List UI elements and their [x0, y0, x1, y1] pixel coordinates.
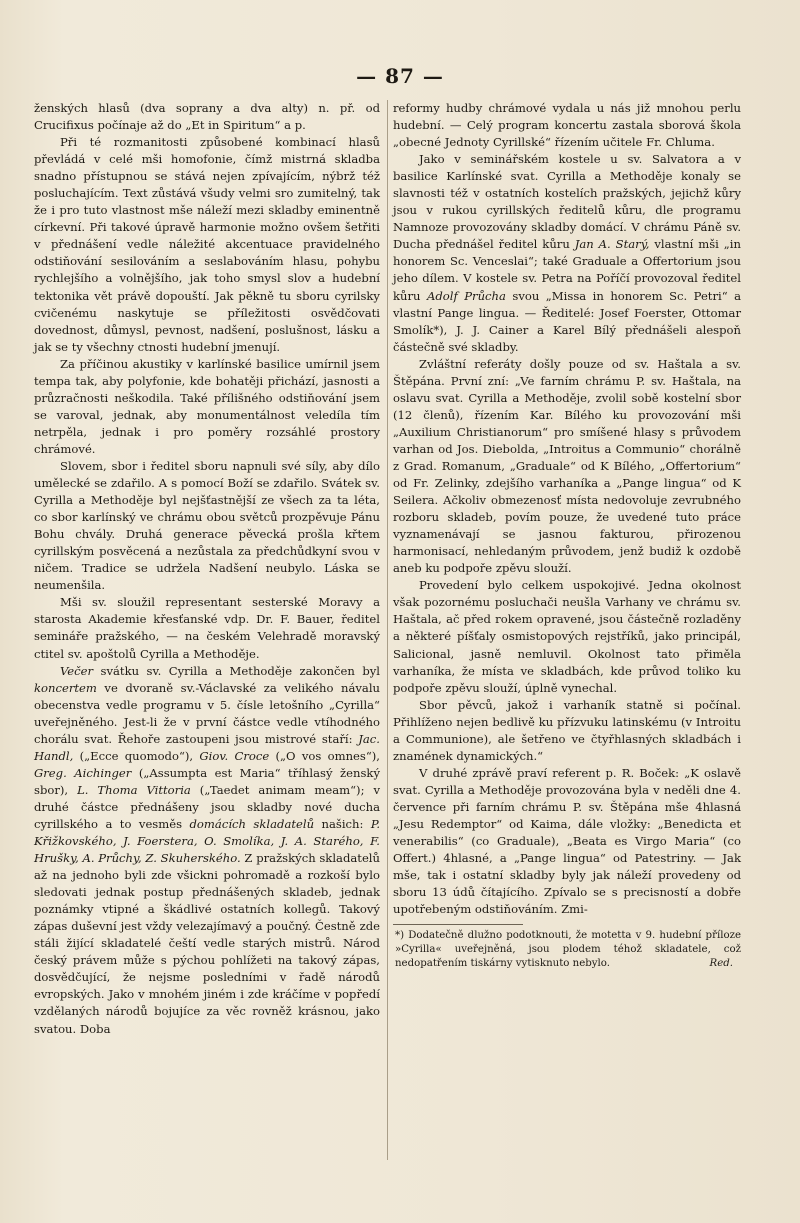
paragraph: Slovem, sbor i ředitel sboru napnuli své síly, aby dílo umělecké se zdařilo. A s pomocí Boží se zdařilo. Svátek sv. Cyrilla a Methoděje byl nejšťastnější ze všech za ta léta, co sbor karlínský ve chrámu obou světců prozpěvuje Pánu Bohu chvály. Druhá generace pěvecká prošla křtem cyrillským posvěcená a nezůstala za předchůdkyní svou v ničem. Tradice se udržela Nadšení neubylo. Láska se neumenšila. [34, 458, 380, 593]
italic-lead: Večer [60, 663, 94, 678]
footnote-text: *) Dodatečně dlužno podotknouti, že motetta v 9. hudební příloze »Cyrilla« uveřejněná, jsou plodem téhož skladatele, což nedopatřením tiskárny vytisknuto nebylo. [395, 930, 741, 970]
text-span: svátku sv. Cyrilla a Methoděje zakončen byl [93, 663, 380, 678]
paragraph: reformy hudby chrámové vydala u nás již mnohou perlu hudební. — Celý program koncertu zastala sborová škola „obecné Jednoty Cyrillské“ řízením učitele Fr. Chluma. [393, 101, 741, 150]
paragraph-seminary [393, 151, 741, 356]
text-span: („Assumpta est Maria“ tříhlasý ženský sbor), [34, 765, 381, 797]
left-column [34, 100, 380, 1038]
text-span: Z pražských skladatelů až na jednoho byli zde všickni pohromadě a rozkoší bylo sledovati jednak postup přednášených skladeb, jednak poznámky vtipné a škádlivé ostatních kollegů. Takový zápas duševní jest vždy velezajímavý a poučný. Čestně zde stáli žijící skladatelé čeští vedle starých mistrů. Národ český právem může s pýchou pohlížeti na takový zápas, dosvědčující, že nejsme posledními v řadě národů evropských. Jako v mnohém jiném i zde kráčíme v popředí vzdělaných národů bojujíce za věc rovněž krásnou, jako svatou. Doba [34, 851, 380, 1036]
paragraph: Mši sv. sloužil representant sesterské Moravy a starosta Akademie křesťanské vdp. Dr. F. Bauer, ředitel semináře pražského, — na českém Velehradě moravský ctitel sv. apoštolů Cyrilla a Methoděje. [34, 595, 380, 661]
paragraph: Provedení bylo celkem uspokojivé. Jedna okolnost však pozornému posluchači neušla Varhany ve chrámu sv. Haštala, ač před rokem opravené, jsou částečně rozladěny a některé píšťaly osmistopových rejstříků, jako principál, Salicional, jasně nemluvil. Okolnost tato přiměla varhaníka, že místa ve skladbách, kde průvod toliko ku podpoře zpěvu slouží, úplně vynechal. [393, 578, 741, 695]
person-name: Jan A. Starý, [574, 237, 650, 252]
text-span: Jako v seminářském kostele u sv. Salvatora a v basilice Karlínské svat. Cyrilla a Methoděje konaly se slavnosti též v ostatních kostelích pražských, jejichž kůry jsou v rukou cyrillských ředitelů kůru, dle programu Namnoze provozovány skladby domácí. V chrámu Páně sv. Ducha přednášel ředitel kůru [393, 152, 741, 252]
composer-name: Jac. Handl, [34, 731, 380, 763]
footnote-signature: Red. [709, 958, 733, 970]
footnote [393, 929, 741, 971]
paragraph: Při té rozmanitosti způsobené kombinací hlasů převládá v celé mši homofonie, čímž mistrná skladba snadno přístupnou se stává nejen zpívajícím, nýbrž též posluchajícím. Text zůstává všudy velmi sro zumitelný, tak že i pro tuto vlastnost mše náleží mezi skladby eminentně církevní. Při takové úpravě harmonie možno ovšem šetřiti v přednášení vedle náležité akcentuace pravidelného odstiňování sesilováním a seslabováním hlasu, pohybu rychlejšího a volnějšího, jak toho smysl slov a hudební tektonika vět právě dopouští. Jak pěkně tu sboru cyrilsky cvičenému naskytuje se příležitosti osvědčovati dovednost, důmysl, pevnost, nadšení, poslušnost, lásku a jak se ty všechny ctnosti hudební jmenují. [34, 135, 380, 354]
column-divider [387, 100, 388, 1160]
text-span: („Ecce quomodo“), [73, 748, 200, 763]
right-column [393, 100, 741, 971]
person-name: Adolf Průcha [426, 288, 506, 303]
text-span: („O vos omnes“), [269, 748, 380, 763]
paragraph: V druhé zprávě praví referent p. R. Boček: „K oslavě svat. Cyrilla a Methoděje provozována byla v neděli dne 4. července při farním chrámu P. sv. Štěpána mše 4hlasná „Jesu Redemptor“ od Kaima, dále vložky: „Benedicta et venerabilis“ (co Graduale), „Beata es Virgo Maria“ (co Offert.) 4hlasné, a „Pange lingua“ od Patestriny. — Jak mše, tak i ostatní skladby byly jak náleží provedeny od sboru 13 údů čítajícího. Zpívalo se s precisností a dobře upotřebeným odstiňováním. Zmi- [393, 765, 741, 917]
paragraph: Sbor pěvců, jakož i varhaník statně si počínal. Přihlíženo nejen bedlivě ku přízvuku latinskému (v Introitu a Communione), ale šetřeno ve čtyřhlasných skladbách i znamének dynamických.“ [393, 697, 741, 763]
composer-list: P. Křižkovského, J. Foerstera, O. Smolíka, J. A. Starého, F. Hrušky, A. Průchy, Z. Skuherského. [34, 816, 381, 866]
footnote-rule [393, 924, 523, 925]
text-span: ve dvoraně sv.-Václavské za velikého návalu obecenstva vedle programu v 5. čísle letošního „Cyrilla“ uveřejněného. Jest-li že v první částce vedle vtíhodného chorálu svat. Řehoře zastoupeni jsou mistrové staří: [34, 680, 380, 746]
italic-domestic: domácích skladatelů [189, 816, 315, 831]
italic-concert: koncertem [34, 680, 97, 695]
page-number: — 87 — [356, 64, 444, 88]
paragraph: ženských hlasů (dva soprany a dva alty) n. př. od Crucifixus počínaje až do „Et in Spiritum“ a p. [34, 101, 380, 133]
text-span: vlastní mši „in honorem Sc. Venceslai“; také Graduale a Offertorium jsou jeho dílem. V kostele sv. Petra na Poříčí provozoval ředitel kůru [393, 237, 741, 303]
text-span: našich: [314, 816, 371, 831]
text-span: („Taedet animam meam“); v druhé částce přednášeny jsou skladby nové ducha cyrillského a to vesměs [34, 782, 381, 831]
paragraph: Za příčinou akustiky v karlínské basilice umírnil jsem tempa tak, aby polyfonie, kde bohatěji přichází, jasnosti a průzračnosti neškodila. Také přílišného odstiňování jsem se varoval, jednak, aby monumentálnost veledíla tím netrpěla, jednak i pro poměry rozsáhlé prostory chrámové. [34, 356, 380, 456]
text-span: svou „Missa in honorem Sc. Petri“ a vlastní Pange lingua. — Ředitelé: Josef Foerster, Ottomar Smolík*), J. J. Cainer a Karel Bílý přednášeli alespoň částečně své skladby. [393, 288, 742, 354]
paragraph-evening-concert [34, 663, 380, 1038]
composer-name: L. Thoma Vittoria [77, 782, 191, 797]
composer-name: Giov. Croce [199, 748, 270, 763]
composer-name: Greg. Aichinger [34, 765, 132, 780]
paragraph: Zvláštní referáty došly pouze od sv. Haštala a sv. Štěpána. První zní: „Ve farním chrámu P. sv. Haštala, na oslavu svat. Cyrilla a Methoděje, zvolil sobě kostelní sbor (12 členů), řízením Kar. Bílého ku provozování mši „Auxilium Christianorum“ pro smíšené hlasy s průvodem varhan od Jos. Diebolda, „Introitus a Communio“ chorálně z Grad. Romanum, „Graduale“ od K Bílého, „Offertorium“ od Fr. Zelinky, zdejšího varhaníka a „Pange lingua“ od K Seilera. Ačkoliv obmezenosť místa nedovoluje zevrubného rozboru skladeb, povím pouze, že uvedené tuto práce vyznamenávají se jasnou fakturou, přirozenou harmonisací, nehledaným průvodem, jenž budiž k ozdobě aneb ku podpoře zpěvu slouží. [393, 356, 741, 576]
